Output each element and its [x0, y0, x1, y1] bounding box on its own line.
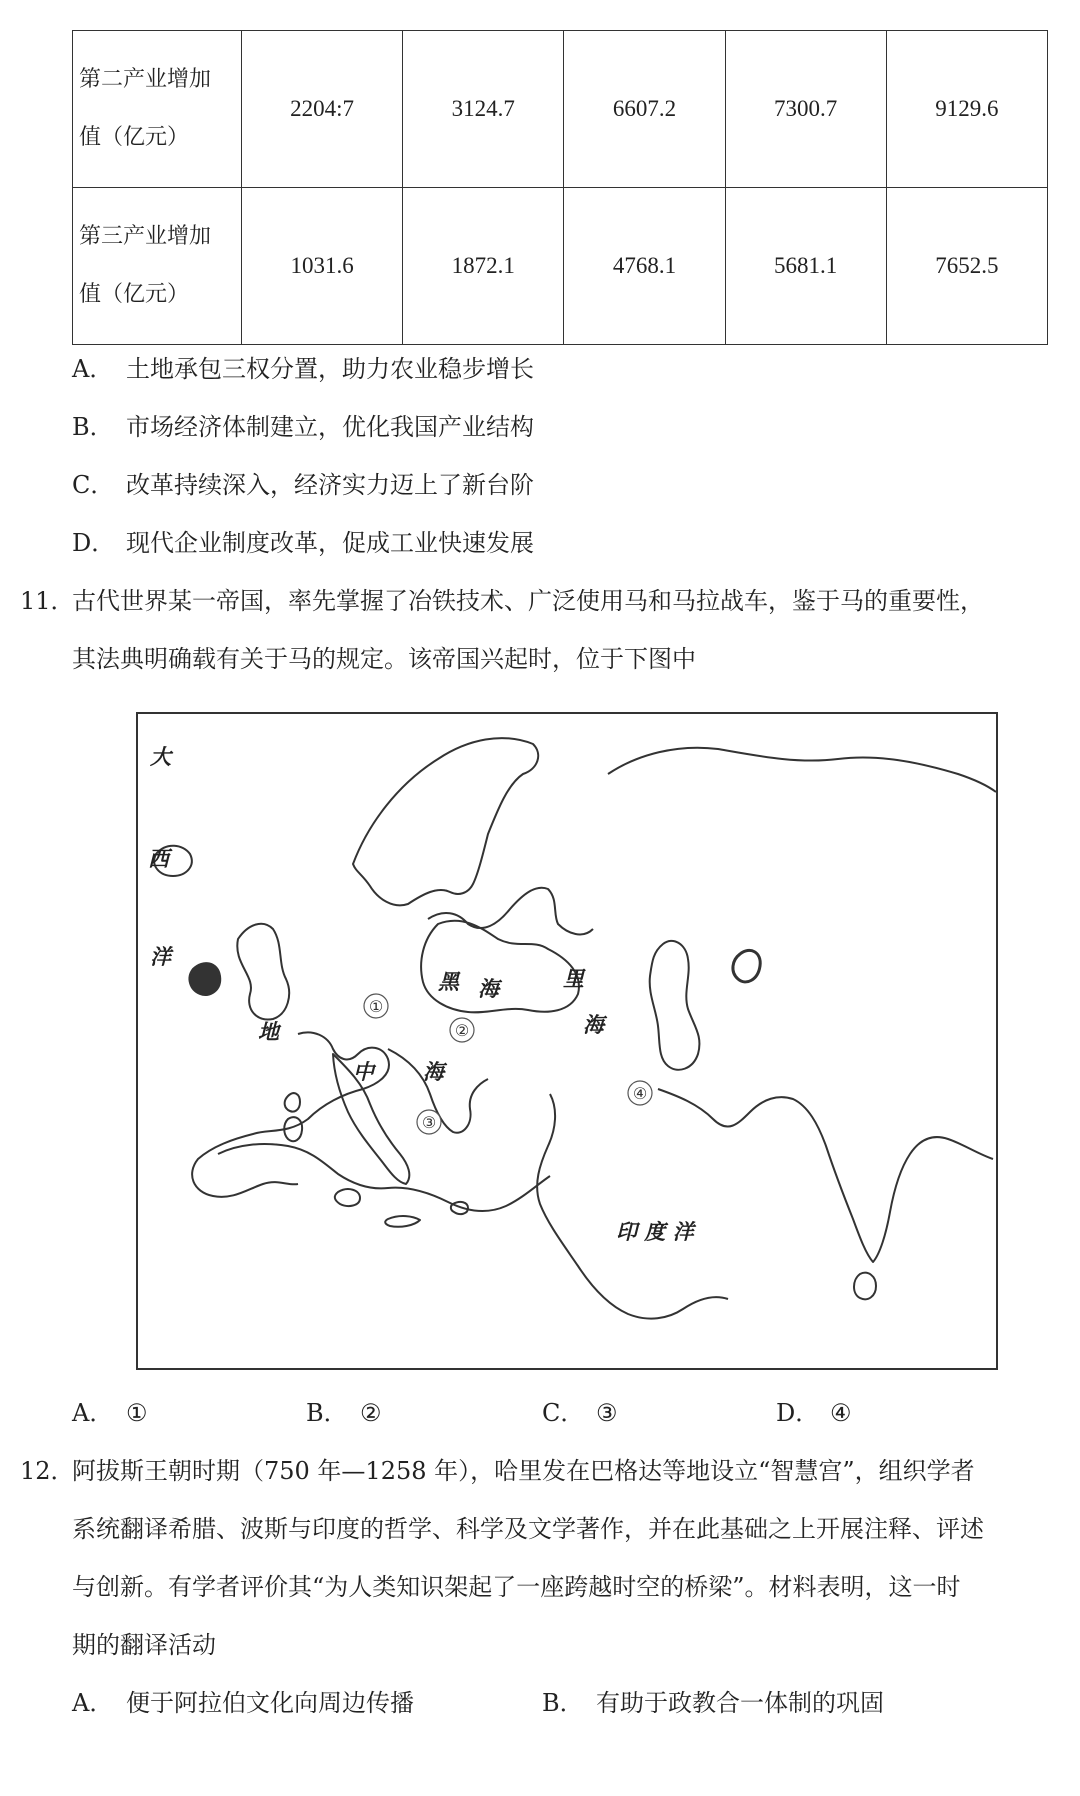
- table-row: [73, 188, 1048, 345]
- map-figure: [136, 712, 998, 1370]
- map-label-di: 地: [258, 1020, 279, 1044]
- q11-option-d[interactable]: [776, 1396, 852, 1430]
- question-number: 11．: [20, 587, 75, 615]
- mediterranean-south-coast: [218, 1144, 550, 1211]
- question-text: 阿拔斯王朝时期（750 年—1258 年），哈里发在巴格达等地设立“智慧宫”，组织学者: [72, 1457, 975, 1485]
- option-text: 市场经济体制建立，优化我国产业结构: [126, 413, 534, 441]
- caspian-sea-outline: [650, 941, 700, 1070]
- map-label-yang: 洋: [150, 945, 171, 969]
- map-svg: [138, 714, 996, 1368]
- table-cell: 2204:7: [242, 31, 403, 188]
- arabia-west-coast: [537, 1094, 728, 1319]
- q10-option-b[interactable]: [72, 410, 534, 444]
- q12-stem-line2: 系统翻译希腊、波斯与印度的哲学、科学及文学著作，并在此基础之上开展注释、评述: [72, 1515, 984, 1543]
- row-header: [73, 31, 242, 188]
- ireland-outline: [189, 963, 220, 995]
- map-label-hei-hai: 海: [478, 977, 499, 1001]
- black-sea-outline: [421, 921, 579, 1013]
- option-text: ②: [360, 1399, 382, 1427]
- option-text: ③: [596, 1399, 618, 1427]
- option-text: 改革持续深入，经济实力迈上了新台阶: [126, 471, 534, 499]
- q10-option-c[interactable]: [72, 468, 534, 502]
- option-letter: A．: [72, 1399, 114, 1427]
- q12-option-b[interactable]: [542, 1686, 884, 1720]
- table-cell: 5681.1: [725, 188, 886, 345]
- q10-option-d[interactable]: [72, 526, 534, 560]
- north-coast: [608, 748, 996, 792]
- option-text: 现代企业制度改革，促成工业快速发展: [126, 529, 534, 557]
- marker-2: [450, 1018, 474, 1042]
- q11-option-c[interactable]: [542, 1396, 618, 1430]
- option-letter: A．: [72, 1689, 114, 1717]
- option-text: ④: [830, 1399, 852, 1427]
- table-cell: 1031.6: [242, 188, 403, 345]
- map-label-indian-ocean: 印 度 洋: [616, 1220, 694, 1244]
- row-header-line: 第三产业增加: [79, 224, 212, 249]
- baltic-coast: [428, 888, 593, 935]
- india-coast: [658, 1089, 993, 1262]
- table-cell: 4768.1: [564, 188, 725, 345]
- q11-option-a[interactable]: [72, 1396, 148, 1430]
- table-cell: 7652.5: [886, 188, 1047, 345]
- map-label-li-hai: 海: [583, 1013, 604, 1037]
- map-label-zhong: 中: [353, 1060, 374, 1084]
- table-cell: 9129.6: [886, 31, 1047, 188]
- option-letter: D．: [776, 1399, 820, 1427]
- map-label-hei: 黑: [438, 970, 459, 994]
- row-header-line: 值（亿元）: [79, 282, 190, 307]
- west-europe-coast: [192, 1032, 389, 1196]
- option-letter: C．: [542, 1399, 585, 1427]
- industry-table: [72, 30, 1048, 345]
- scandinavia-outline: [353, 738, 538, 905]
- map-label-hai: 海: [423, 1060, 444, 1084]
- q10-option-a[interactable]: [72, 352, 534, 386]
- option-text: ①: [126, 1399, 148, 1427]
- option-letter: A．: [72, 355, 114, 383]
- q11-option-b[interactable]: [306, 1396, 382, 1430]
- marker-label: ③: [421, 1113, 437, 1132]
- marker-3: [417, 1110, 441, 1134]
- data-table: [72, 30, 1048, 345]
- sri-lanka-outline: [854, 1273, 876, 1300]
- option-letter: D．: [72, 529, 116, 557]
- corsica-outline: [285, 1093, 300, 1111]
- question-text: 古代世界某一帝国，率先掌握了冶铁技术、广泛使用马和马拉战车，鉴于马的重要性，: [72, 587, 984, 615]
- table-cell: 6607.2: [564, 31, 725, 188]
- option-letter: B．: [542, 1689, 584, 1717]
- row-header: [73, 188, 242, 345]
- option-text: 土地承包三权分置，助力农业稳步增长: [126, 355, 534, 383]
- q11-stem-line2: 其法典明确载有关于马的规定。该帝国兴起时，位于下图中: [72, 645, 696, 673]
- aral-sea-outline: [733, 950, 760, 982]
- option-letter: B．: [306, 1399, 348, 1427]
- row-header-line: 值（亿元）: [79, 125, 190, 150]
- question-number: 12．: [20, 1457, 75, 1485]
- marker-4: [628, 1081, 652, 1105]
- table-cell: 1872.1: [403, 188, 564, 345]
- map-label-xi: 西: [148, 847, 169, 871]
- q11-stem-line1: [20, 584, 984, 618]
- table-cell: 7300.7: [725, 31, 886, 188]
- option-letter: B．: [72, 413, 114, 441]
- map-label-da: 大: [150, 745, 171, 769]
- marker-label: ④: [632, 1084, 648, 1103]
- crete-outline: [385, 1216, 420, 1227]
- sicily-outline: [335, 1189, 360, 1206]
- marker-label: ②: [454, 1021, 470, 1040]
- q12-stem-line1: [20, 1454, 975, 1488]
- map-label-li: 里: [563, 967, 584, 991]
- q12-stem-line4: 期的翻译活动: [72, 1631, 216, 1659]
- option-letter: C．: [72, 471, 115, 499]
- marker-1: [364, 994, 388, 1018]
- britain-outline: [237, 924, 289, 1020]
- q12-stem-line3: 与创新。有学者评价其“为人类知识架起了一座跨越时空的桥梁”。材料表明，这一时: [72, 1573, 961, 1601]
- row-header-line: 第二产业增加: [79, 67, 212, 92]
- table-row: [73, 31, 1048, 188]
- table-cell: 3124.7: [403, 31, 564, 188]
- q12-option-a[interactable]: [72, 1686, 414, 1720]
- option-text: 便于阿拉伯文化向周边传播: [126, 1689, 414, 1717]
- marker-label: ①: [368, 997, 384, 1016]
- option-text: 有助于政教合一体制的巩固: [596, 1689, 884, 1717]
